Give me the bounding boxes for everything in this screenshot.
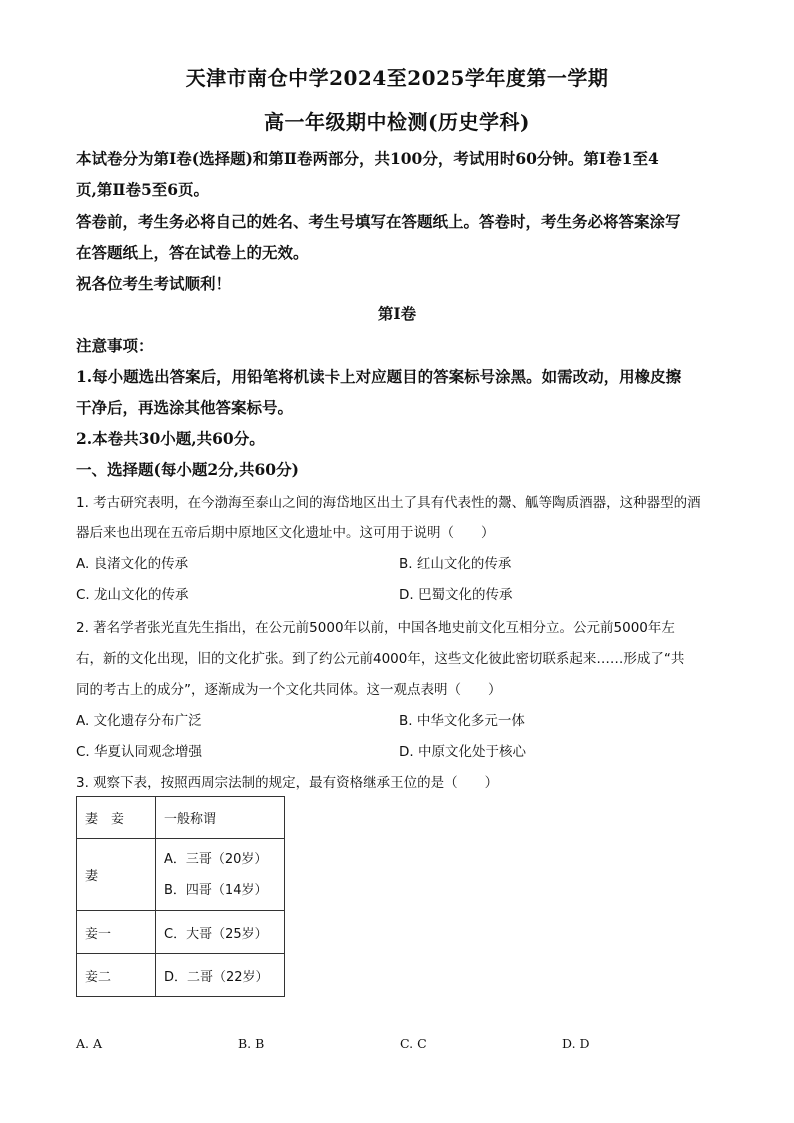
table-entry: A．三哥（20岁） (164, 851, 268, 867)
table-row-label: 妻 (77, 839, 156, 911)
q2-option-c: C. 华夏认同观念增强 (76, 744, 203, 760)
q1-option-b: B. 红山文化的传承 (399, 556, 512, 572)
q3-answer-d: D. D (562, 1036, 590, 1051)
table-entry: C．大哥（25岁） (156, 911, 285, 954)
q1-stem-line2: 器后来也出现在五帝后期中原地区文化遗址中。这可用于说明（ ） (76, 525, 495, 541)
volume-title: 第Ⅰ卷 (377, 304, 417, 323)
q2-stem-line2: 右，新的文化出现，旧的文化扩张。到了约公元前4000年，这些文化彼此密切联系起来……形成了“共 (76, 651, 685, 667)
part-heading: 一、选择题(每小题2分,共60分) (76, 460, 299, 479)
q3-answer-a: A. A (76, 1036, 103, 1051)
table-entry: B．四哥（14岁） (164, 882, 268, 898)
table-row (77, 839, 285, 911)
q3-answer-c: C. C (400, 1036, 427, 1051)
intro-line1: 本试卷分为第Ⅰ卷(选择题)和第Ⅱ卷两部分，共100分，考试用时60分钟。第Ⅰ卷1至4 (76, 149, 659, 168)
note1-line2: 干净后，再选涂其他答案标号。 (76, 398, 294, 417)
q1-option-c: C. 龙山文化的传承 (76, 587, 189, 603)
q1-option-d: D. 巴蜀文化的传承 (399, 587, 513, 603)
intro-line4: 在答题纸上，答在试卷上的无效。 (76, 243, 309, 262)
notes-heading: 注意事项： (76, 336, 154, 355)
q2-option-b: B. 中华文化多元一体 (399, 713, 525, 729)
note1-line1: 1.每小题选出答案后，用铅笔将机读卡上对应题目的答案标号涂黑。如需改动，用橡皮擦 (76, 367, 682, 386)
intro-line5: 祝各位考生考试顺利！ (76, 274, 232, 293)
q1-option-a: A. 良渚文化的传承 (76, 556, 189, 572)
intro-line3: 答卷前，考生务必将自己的姓名、考生号填写在答题纸上。答卷时，考生务必将答案涂写 (76, 212, 681, 231)
table-header-row (77, 797, 285, 839)
q3-stem: 3. 观察下表，按照西周宗法制的规定，最有资格继承王位的是（ ） (76, 775, 499, 791)
table-row (77, 954, 285, 997)
table-row-entries (156, 839, 285, 911)
table-row-label: 妾一 (77, 911, 156, 954)
q1-stem-line1: 1. 考古研究表明，在今渤海至泰山之间的海岱地区出土了具有代表性的鬶、觚等陶质酒器，这种器型的酒 (76, 495, 701, 511)
q2-option-a: A. 文化遗存分布广泛 (76, 713, 202, 729)
q2-stem-line3: 同的考古上的成分”，逐渐成为一个文化共同体。这一观点表明（ ） (76, 682, 502, 698)
note2: 2.本卷共30小题,共60分。 (76, 429, 265, 448)
q2-stem-line1: 2. 著名学者张光直先生指出，在公元前5000年以前，中国各地史前文化互相分立。公元前5000年左 (76, 620, 675, 636)
table-row-label: 妾二 (77, 954, 156, 997)
table-header-title: 一般称谓 (156, 797, 285, 839)
intro-line2: 页,第Ⅱ卷5至6页。 (76, 180, 210, 199)
succession-table (76, 796, 285, 997)
table-row (77, 911, 285, 954)
q3-answer-b: B. B (238, 1036, 265, 1051)
exam-title-line2: 高一年级期中检测(历史学科) (264, 110, 530, 134)
table-header-wife-concubine: 妻 妾 (77, 797, 156, 839)
table-entry: D．二哥（22岁） (156, 954, 285, 997)
q2-option-d: D. 中原文化处于核心 (399, 744, 526, 760)
exam-title-line1: 天津市南仓中学2024至2025学年度第一学期 (185, 66, 609, 90)
